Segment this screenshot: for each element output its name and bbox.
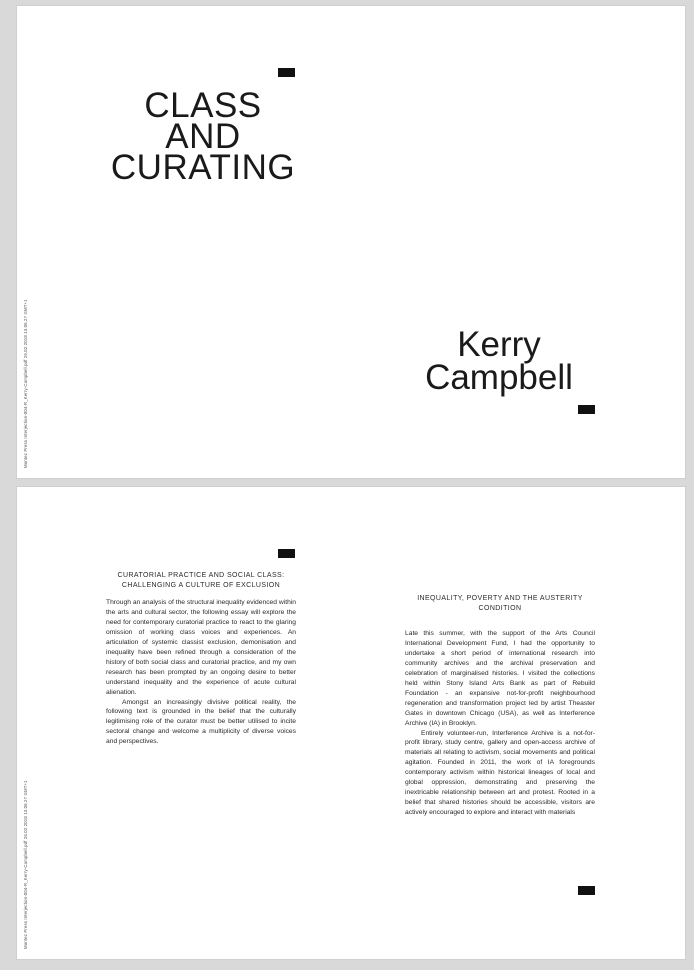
- side-print-meta: Montez Press Interjection-004-R_Kerry-Campbell.pdf 26.02.2018 13.06.27 GMT+1: [23, 780, 28, 949]
- text-spread-page: [17, 487, 685, 959]
- black-marker-top: [278, 68, 295, 77]
- right-column-body: [405, 629, 595, 818]
- author-name: Kerry Campbell: [425, 325, 573, 397]
- left-column: [106, 571, 296, 747]
- document-title: CLASS AND CURATING: [110, 86, 296, 187]
- paragraph: Amongst an increasingly divisive political reality, the following text is grounded in the belief that the culturally legitimising role of the curator must be better utilised to incite sectoral change and welcome a multiplicity of diverse voices and perspectives.: [106, 698, 296, 746]
- paragraph: Entirely volunteer-run, Interference Archive is a not-for-profit library, study centre, gallery and open-access archive of materials all relating to activism, social movements and political agitation. Founded in 2011, the work of IA foregrounds contemporary activism within historical lineages of local and global oppression, demonstrating and preserving the inextricable relationship between art and protest. Rooted in a belief that shared histories should be accessible, visitors are actively encouraged to explore and interact with materials: [405, 729, 595, 817]
- title-page: [17, 6, 685, 478]
- right-column: [405, 594, 595, 818]
- black-marker-bottom: [578, 405, 595, 414]
- side-print-meta: Montez Press Interjection-004-R_Kerry-Campbell.pdf 26.02.2018 13.06.27 GMT+1: [23, 299, 28, 468]
- black-marker-bottom: [578, 886, 595, 895]
- paragraph: Through an analysis of the structural inequality evidenced within the arts and cultural sector, the following essay will explore the need for contemporary curatorial practice to react to the glaring omission of working class voices and experiences. An articulation of systemic classist exclusion, demonisation and inequality have been refined through a consideration of the history of both social class and curatorial practice, and my own research has been prompted by an ongoing desire to better understand inequality and the experience of acute cultural alienation.: [106, 599, 296, 696]
- paragraph: Late this summer, with the support of the Arts Council International Development Fund, I had the opportunity to undertake a short period of international research into community archives and the archival preservation and celebration of marginalised histories. I visited the collections held within Stony Island Arts Bank as part of Rebuild Foundation - an expansive not-for-profit neighbourhood regeneration and transformation project led by artist Theaster Gates in downtown Chicago (USA), as well as Interference Archive (IA) in Brooklyn.: [405, 630, 595, 727]
- black-marker-top: [278, 549, 295, 558]
- section-heading-left: CURATORIAL PRACTICE AND SOCIAL CLASS: CHALLENGING A CULTURE OF EXCLUSION: [117, 572, 285, 589]
- section-heading-right: INEQUALITY, POVERTY AND THE AUSTERITY CONDITION: [417, 595, 583, 612]
- left-column-body: [106, 598, 296, 747]
